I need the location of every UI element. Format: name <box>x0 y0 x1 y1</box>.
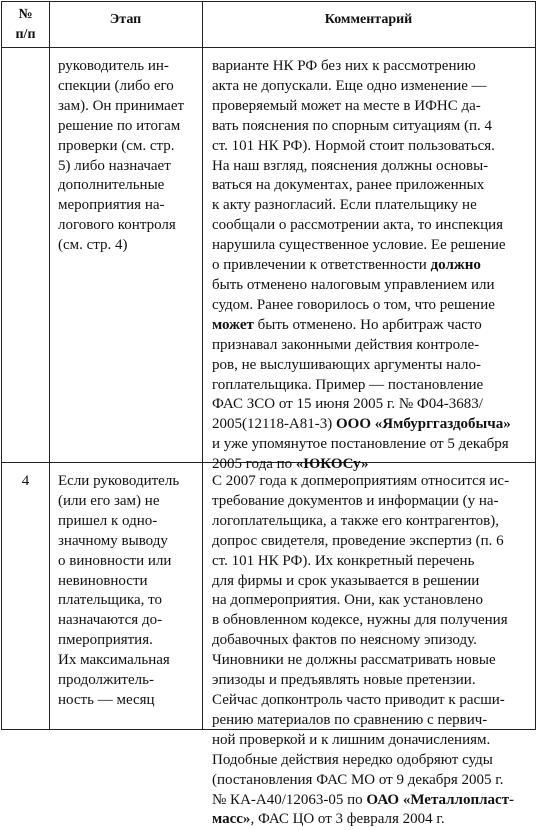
bold-fragment: «ЮКОСу» <box>295 456 369 473</box>
text-fragment: требование документов и информации (у на- <box>212 492 499 509</box>
row-number: 4 <box>21 473 30 489</box>
comment-line <box>212 572 514 592</box>
stage-line: Если руководитель <box>58 473 180 489</box>
text-fragment: ваться на документах, ранее приложенных <box>212 177 485 194</box>
text-fragment: гоплательщика. Пример — постановление <box>212 376 484 393</box>
comment-line <box>212 691 514 711</box>
stage-line: решение по итогам <box>58 117 181 134</box>
text-fragment: ров, не выслушивающих аргументы нало- <box>212 356 481 373</box>
text-fragment: логоплательщика, а также его контрагентов), <box>212 512 500 529</box>
text-fragment: На наш взгляд, пояснения должны основы- <box>212 157 489 174</box>
text-fragment: , ФАС ЦО от 3 февраля 2004 г. <box>250 811 445 828</box>
stage-line: проверки (см. стр. <box>58 137 175 154</box>
text-fragment: эпизоды и предъявлять новые претензии. <box>212 672 476 689</box>
text-fragment: акта не допускали. Еще одно изменение — <box>212 77 487 94</box>
text-fragment: ФАС ЗСО от 15 июня 2005 г. № Ф04-3683/ <box>212 396 483 413</box>
stage-line: (см. стр. 4) <box>58 237 128 254</box>
text-fragment: допрос свидетеля, проведение экспертиз (п. 6 <box>212 532 504 549</box>
text-fragment: Сейчас допконтроль часто приводит к расши- <box>212 691 505 708</box>
text-fragment: о привлечении к ответственности <box>212 257 431 274</box>
text-fragment: варианте НК РФ без них к рассмотрению <box>212 58 476 74</box>
stage-line: невиновности <box>58 572 148 589</box>
stage-line: мероприятия на- <box>58 197 165 214</box>
comment-line <box>212 256 511 276</box>
comment-line <box>212 395 511 415</box>
comment-line <box>212 552 514 572</box>
comment-line <box>212 611 514 631</box>
comment-line <box>212 591 514 611</box>
comment-line <box>212 492 514 512</box>
comment-line <box>212 631 514 651</box>
text-fragment: к акту разногласий. Если плательщику не <box>212 197 477 214</box>
comment-line <box>212 157 511 177</box>
text-fragment: С 2007 года к допмероприятиям относится ис- <box>212 473 510 489</box>
comment-line <box>212 196 511 216</box>
stage-line: Их максимальная <box>58 652 170 669</box>
comment-line <box>212 731 514 751</box>
column-divider <box>202 2 203 729</box>
text-fragment: вать пояснения по спорным ситуациям (п. 4 <box>212 117 493 134</box>
comment-line <box>212 512 514 532</box>
stage-line: логового контроля <box>58 217 176 234</box>
text-fragment: признавал законными действия контроле- <box>212 336 480 353</box>
stage-line: 5) либо назначает <box>58 157 171 174</box>
stage-line: пмероприятия. <box>58 632 153 649</box>
comment-line <box>212 791 514 811</box>
stage-line: руководитель ин- <box>58 58 169 74</box>
comment-line <box>212 77 511 97</box>
text-fragment: ст. 101 НК РФ). Нормой стоит пользоваться. <box>212 137 495 154</box>
text-fragment: ной проверкой и к лишним доначислениям. <box>212 731 491 748</box>
comment-line <box>212 316 511 336</box>
text-fragment: Чиновники не должны рассматривать новые <box>212 652 496 669</box>
bold-fragment: масс» <box>212 811 251 828</box>
stage-line: спекции (либо его <box>58 77 174 94</box>
comment-line <box>212 532 514 552</box>
row-comment-text <box>212 57 511 475</box>
comment-line <box>212 751 514 771</box>
text-fragment: нарушила существенное условие. Ее решение <box>212 237 506 254</box>
stage-line: продолжитель- <box>58 672 154 689</box>
comment-line <box>212 711 514 731</box>
comment-line <box>212 415 511 435</box>
comment-line <box>212 117 511 137</box>
comment-line <box>212 236 511 256</box>
text-fragment: № КА-А40/12063-05 по <box>212 791 367 808</box>
comment-line <box>212 296 511 316</box>
stage-line: (или его зам) не <box>58 492 160 509</box>
text-fragment: быть отменено налоговым управлением или <box>212 276 495 293</box>
stage-line: дополнительные <box>58 177 165 194</box>
comment-line <box>212 435 511 455</box>
row-stage-text <box>58 57 184 256</box>
comment-line <box>212 356 511 376</box>
row-stage-text <box>58 472 179 711</box>
stages-table <box>1 1 536 828</box>
stage-line: пришел к одно- <box>58 512 158 529</box>
text-fragment: ст. 101 НК РФ). Их конкретный перечень <box>212 552 475 569</box>
comment-line <box>212 97 511 117</box>
comment-line <box>212 276 511 296</box>
text-fragment: 2005(12118-А81-3) <box>212 416 337 433</box>
comment-line <box>212 671 514 691</box>
comment-line <box>212 336 511 356</box>
comment-line <box>212 810 514 830</box>
text-fragment: и уже упомянутое постановление от 5 декабря <box>212 436 509 453</box>
bold-fragment: может <box>212 316 254 333</box>
stage-line: назначаются до- <box>58 612 163 629</box>
text-fragment: проверяемый может на месте в ИФНС да- <box>212 97 481 114</box>
header-stage: Этап <box>109 12 142 27</box>
text-fragment: на допмероприятия. Они, как установлено <box>212 592 483 609</box>
comment-line <box>212 216 511 236</box>
text-fragment: в обновленном кодексе, нужны для получения <box>212 612 508 629</box>
row-comment-text <box>212 472 514 830</box>
text-fragment: сообщали о рассмотрении акта, то инспекция <box>212 217 504 234</box>
comment-line <box>212 472 514 492</box>
stage-line: плательщика, то <box>58 592 162 609</box>
text-fragment: судом. Ранее говорилось о том, что решение <box>212 296 495 313</box>
comment-line <box>212 651 514 671</box>
header-divider <box>2 47 535 48</box>
bold-fragment: ООО «Ямбурггаздобыча» <box>336 416 511 433</box>
stage-line: значному выводу <box>58 532 168 549</box>
column-divider <box>49 2 50 729</box>
bold-fragment: ОАО «Металлопласт- <box>366 791 515 808</box>
text-fragment: для фирмы и срок указывается в решении <box>212 572 480 589</box>
comment-line <box>212 57 511 77</box>
text-fragment: (постановления ФАС МО от 9 декабря 2005 г. <box>212 771 504 788</box>
text-fragment: 2005 года по <box>212 456 296 473</box>
comment-line <box>212 137 511 157</box>
header-comment: Комментарий <box>324 12 413 27</box>
header-num <box>2 5 49 45</box>
comment-line <box>212 771 514 791</box>
header-num-line: п/п <box>15 27 36 42</box>
stage-line: ность — месяц <box>58 691 155 708</box>
stage-line: о виновности или <box>58 552 172 569</box>
stage-line: зам). Он принимает <box>58 97 185 114</box>
text-fragment: Подобные действия нередко одобряют суды <box>212 751 493 768</box>
comment-line <box>212 176 511 196</box>
header-num-line: № <box>18 7 33 22</box>
comment-line <box>212 376 511 396</box>
bold-fragment: должно <box>430 257 481 274</box>
text-fragment: рению материалов по сравнению с первич- <box>212 711 488 728</box>
text-fragment: быть отменено. Но арбитраж часто <box>253 316 482 333</box>
text-fragment: добавочных фактов по неясному эпизоду. <box>212 632 477 649</box>
